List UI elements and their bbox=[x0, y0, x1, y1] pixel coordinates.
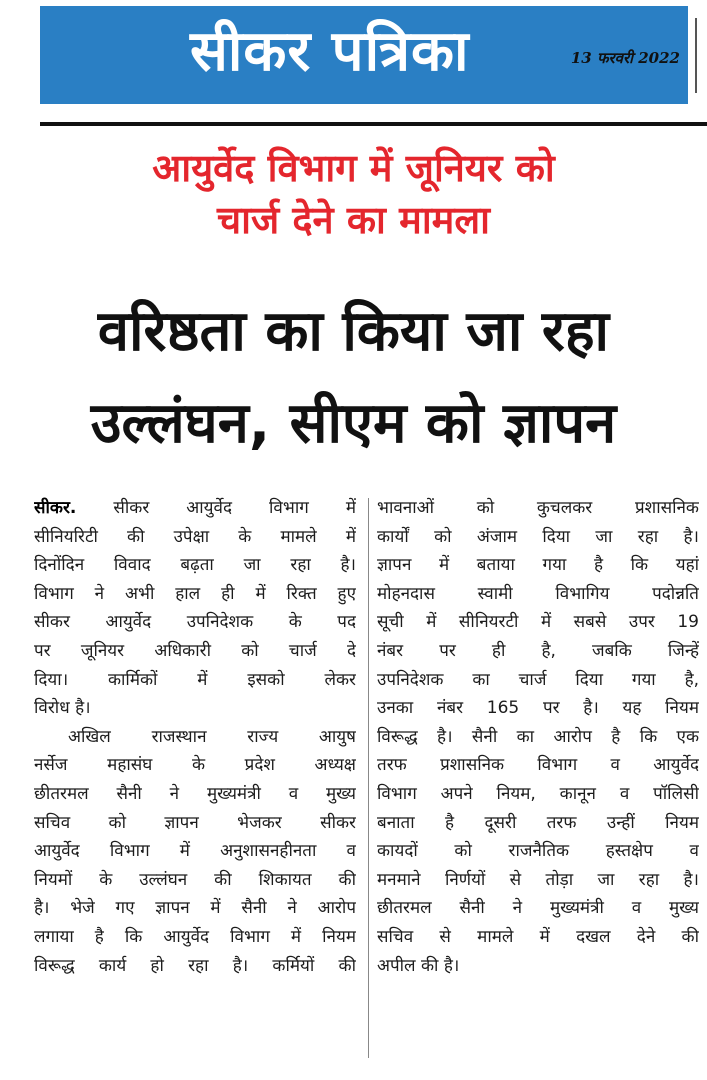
article-line: विरोध है। bbox=[34, 698, 91, 719]
article-body bbox=[34, 494, 699, 1074]
article-line: है। भेजे गए ज्ञापन में सैनी ने आरोप bbox=[34, 898, 356, 919]
kicker-line: आयुर्वेद विभाग में जूनियर को bbox=[152, 146, 555, 190]
headline-line: उल्लंघन, सीएम को ज्ञापन bbox=[90, 391, 617, 456]
article-line: पर जूनियर अधिकारी को चार्ज दे bbox=[34, 640, 356, 661]
article-line: सचिव से मामले में दखल देने की bbox=[377, 926, 699, 947]
article-line: मनमाने निर्णयों से तोड़ा जा रहा है। bbox=[377, 869, 699, 890]
article-line: ज्ञापन में बताया गया है कि यहां bbox=[377, 555, 699, 576]
article-line: लगाया है कि आयुर्वेद विभाग में नियम bbox=[34, 926, 356, 947]
article-column-right bbox=[377, 494, 699, 980]
article-line: अखिल राजस्थान राज्य आयुष bbox=[68, 726, 356, 747]
article-line: विरूद्ध है। सैनी का आरोप है कि एक bbox=[377, 726, 699, 747]
article-line: नंबर पर ही है, जबकि जिन्हें bbox=[377, 640, 699, 661]
article-line: उपनिदेशक का चार्ज दिया गया है, bbox=[377, 669, 699, 690]
article-line-text: सीकर आयुर्वेद विभाग में bbox=[113, 498, 356, 518]
article-line: सचिव को ज्ञापन भेजकर सीकर bbox=[34, 812, 356, 833]
masthead-rule bbox=[40, 122, 707, 126]
article-line bbox=[34, 494, 356, 523]
article-line: अपील की है। bbox=[377, 955, 460, 976]
article-line: विभाग अपने नियम, कानून व पॉलिसी bbox=[377, 783, 699, 804]
article-line: सूची में सीनियरटी में सबसे उपर 19 bbox=[377, 612, 699, 633]
article-line: मोहनदास स्वामी विभागिय पदोन्नति bbox=[377, 583, 699, 604]
article-line: कायदों को राजनैतिक हस्तक्षेप व bbox=[377, 841, 699, 862]
kicker-line: चार्ज देने का मामला bbox=[216, 198, 491, 242]
article-line: दिनोंदिन विवाद बढ़ता जा रहा है। bbox=[34, 555, 356, 576]
page-edge-mark bbox=[695, 18, 707, 93]
article-line: नियमों के उल्लंघन की शिकायत की bbox=[34, 869, 356, 890]
article-line: सीकर आयुर्वेद उपनिदेशक के पद bbox=[34, 612, 356, 633]
article-line: नर्सेज महासंघ के प्रदेश अध्यक्ष bbox=[34, 755, 356, 776]
article-line: आयुर्वेद विभाग में अनुशासनहीनता व bbox=[34, 841, 356, 862]
article-line: उनका नंबर 165 पर है। यह नियम bbox=[377, 698, 699, 719]
publication-date: 13 फरवरी 2022 bbox=[570, 49, 680, 67]
column-divider bbox=[368, 498, 369, 1058]
article-line: सीनियरिटी की उपेक्षा के मामले में bbox=[34, 526, 356, 547]
newspaper-title: सीकर पत्रिका bbox=[190, 19, 470, 84]
article-line: बनाता है दूसरी तरफ उन्हीं नियम bbox=[377, 812, 699, 833]
masthead-banner bbox=[40, 6, 688, 104]
article-column-left bbox=[34, 494, 356, 980]
article-line: विरूद्ध कार्य हो रहा है। कर्मियों की bbox=[34, 955, 356, 976]
main-headline bbox=[20, 286, 687, 470]
article-line: भावनाओं को कुचलकर प्रशासनिक bbox=[377, 498, 699, 518]
article-line: छीतरमल सैनी ने मुख्यमंत्री व मुख्य bbox=[34, 783, 356, 804]
article-line: दिया। कार्मिकों में इसको लेकर bbox=[34, 669, 356, 690]
article-line: तरफ प्रशासनिक विभाग व आयुर्वेद bbox=[377, 755, 699, 776]
dateline: सीकर. bbox=[34, 498, 77, 518]
article-line: विभाग ने अभी हाल ही में रिक्त हुए bbox=[34, 583, 356, 604]
article-line: छीतरमल सैनी ने मुख्यमंत्री व मुख्य bbox=[377, 898, 699, 919]
kicker-headline bbox=[40, 142, 667, 246]
headline-line: वरिष्ठता का किया जा रहा bbox=[97, 299, 610, 364]
article-line: कार्यों को अंजाम दिया जा रहा है। bbox=[377, 526, 699, 547]
